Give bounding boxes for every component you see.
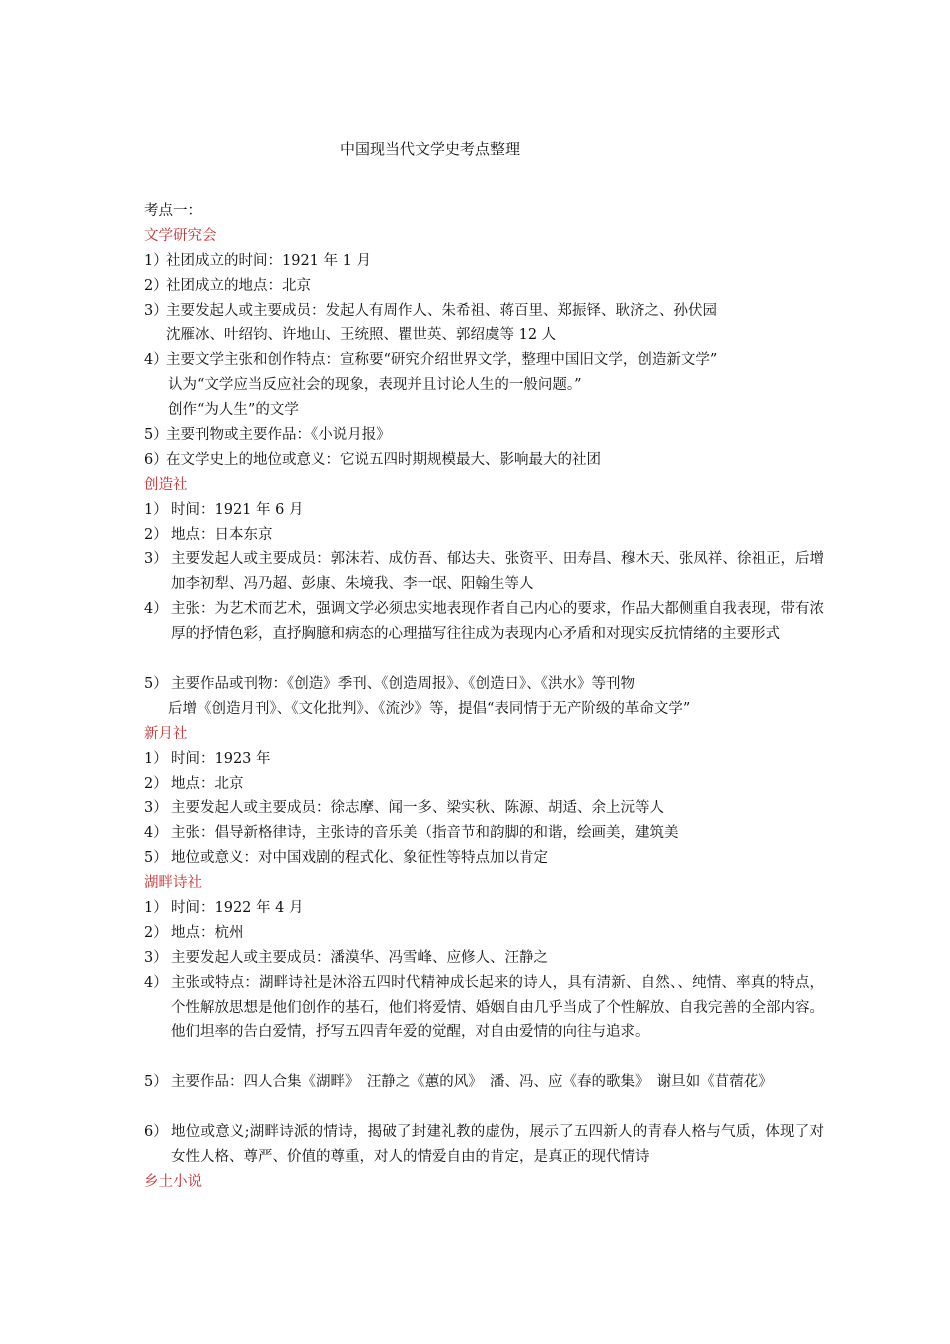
item-number: 4） [144, 601, 168, 618]
kaodian-heading: 考点一： [144, 203, 202, 219]
item-number: 3） [144, 551, 168, 568]
item-text: 主要作品：四人合集《湖畔》 汪静之《蕙的风》 潘、冯、应《春的歌集》 谢旦如《苜蓿花》 [171, 1074, 773, 1091]
item-text: 地点：杭州 [171, 924, 244, 941]
section-title-xinyueshe: 新月社 [144, 725, 188, 742]
item-text: 主要刊物或主要作品：《小说月报》 [166, 427, 391, 444]
list-item [144, 348, 824, 373]
list-item [144, 498, 824, 523]
list-item [144, 896, 824, 921]
section-title-hupan-shishe: 湖畔诗社 [144, 875, 202, 892]
item-number: 1） [144, 252, 168, 269]
list-item [144, 274, 824, 299]
item-text: 在文学史上的地位或意义：它说五四时期规模最大、影响最大的社团 [166, 451, 601, 468]
list-item [144, 846, 824, 871]
item-number: 5） [144, 427, 168, 444]
item-text: 地点：北京 [171, 775, 244, 792]
list-item [144, 423, 824, 448]
list-item [144, 747, 824, 772]
item-number: 2） [144, 775, 168, 792]
list-item [144, 249, 824, 274]
item-number: 3） [144, 302, 168, 319]
item-text: 地位或意义;湖畔诗派的情诗，揭破了封建礼教的虚伪，展示了五四新人的青春人格与气质，体现了对女性人格、尊严、价值的尊重，对人的情爱自由的肯定，是真正的现代情诗 [171, 1124, 824, 1165]
item-number: 6） [144, 451, 168, 468]
item-text: 主要作品或刊物：《创造》季刊、《创造周报》、《创造日》、《洪水》等刊物 [171, 675, 635, 692]
list-item [144, 597, 824, 672]
list-item [144, 1070, 824, 1120]
item-text: 主张或特点：湖畔诗社是沐浴五四时代精神成长起来的诗人，具有清新、自然、、纯情、率真的特点，个性解放思想是他们创作的基石，他们将爱情、婚姻自由几乎当成了个性解放、自我完善的全部内容。他们坦率的告白爱情，抒写五四青年爱的觉醒，对自由爱情的向往与追求。 [171, 974, 824, 1041]
list-item [144, 921, 824, 946]
item-number: 2） [144, 924, 168, 941]
item-number: 5） [144, 1074, 168, 1091]
page-title: 中国现当代文学史考点整理 [339, 140, 520, 158]
item-number: 2） [144, 526, 168, 543]
list-item [144, 821, 824, 846]
item-text: 主张：倡导新格律诗，主张诗的音乐美（指音节和韵脚的和谐，绘画美，建筑美 [171, 825, 679, 842]
item-text: 地位或意义：对中国戏剧的程式化、象征性等特点加以肯定 [171, 850, 548, 867]
section-title-wenxue-yanjiuhui: 文学研究会 [144, 227, 217, 244]
continuation-line: 后增《创造月刊》、《文化批判》、《流沙》等，提倡“表同情于无产阶级的革命文学” [168, 700, 691, 717]
item-number: 3） [144, 800, 168, 817]
list-item [144, 1120, 824, 1170]
item-text: 主要发起人或主要成员：郭沫若、成仿吾、郁达夫、张资平、田寿昌、穆木天、张凤祥、徐祖正，后增加李初犁、冯乃超、彭康、朱境我、李一氓、阳翰生等人 [171, 551, 824, 593]
section-title-chuangzaoshe: 创造社 [144, 476, 188, 493]
list-item [144, 547, 824, 597]
continuation-line: 认为“文学应当反应社会的现象，表现并且讨论人生的一般问题。” [168, 377, 582, 394]
item-number: 4） [144, 352, 168, 369]
continuation-line: 创作“为人生”的文学 [168, 402, 299, 419]
item-number: 5） [144, 675, 168, 692]
item-text: 主要发起人或主要成员：徐志摩、闻一多、梁实秋、陈源、胡适、余上沅等人 [171, 800, 664, 817]
list-item [144, 772, 824, 797]
item-text: 地点：日本东京 [171, 526, 273, 543]
list-item [144, 672, 824, 697]
item-text: 主要文学主张和创作特点：宣称要“研究介绍世界文学，整理中国旧文学，创造新文学” [166, 352, 718, 369]
list-item [144, 946, 824, 971]
continuation-line: 沈雁冰、叶绍钧、许地山、王统照、瞿世英、郭绍虞等 12 人 [166, 327, 557, 344]
item-text: 时间：1922 年 4 月 [171, 899, 304, 916]
document-body [144, 199, 824, 1195]
item-text: 社团成立的时间：1921 年 1 月 [166, 252, 371, 269]
list-item [144, 523, 824, 548]
item-number: 4） [144, 825, 168, 842]
list-item [144, 971, 824, 1071]
item-text: 主要发起人或主要成员：潘漠华、冯雪峰、应修人、汪静之 [171, 949, 548, 966]
item-number: 1） [144, 501, 168, 518]
item-number: 3） [144, 949, 168, 966]
item-text: 主张：为艺术而艺术，强调文学必须忠实地表现作者自己内心的要求，作品大都侧重自我表现，带有浓厚的抒情色彩，直抒胸臆和病态的心理描写往往成为表现内心矛盾和对现实反抗情绪的主要形式 [171, 601, 824, 643]
item-number: 1） [144, 750, 168, 767]
item-number: 6） [144, 1124, 168, 1141]
item-number: 1） [144, 899, 168, 916]
item-text: 社团成立的地点：北京 [166, 277, 311, 294]
item-text: 主要发起人或主要成员：发起人有周作人、朱希祖、蒋百里、郑振铎、耿济之、孙伏园 [166, 302, 717, 319]
section-title-xiangtu-xiaoshuo: 乡土小说 [144, 1173, 202, 1190]
item-number: 4） [144, 974, 168, 991]
item-text: 时间：1921 年 6 月 [171, 501, 304, 518]
item-text: 时间：1923 年 [171, 750, 271, 767]
list-item [144, 796, 824, 821]
list-item [144, 299, 824, 324]
list-item [144, 448, 824, 473]
item-number: 2） [144, 277, 168, 294]
item-number: 5） [144, 850, 168, 867]
